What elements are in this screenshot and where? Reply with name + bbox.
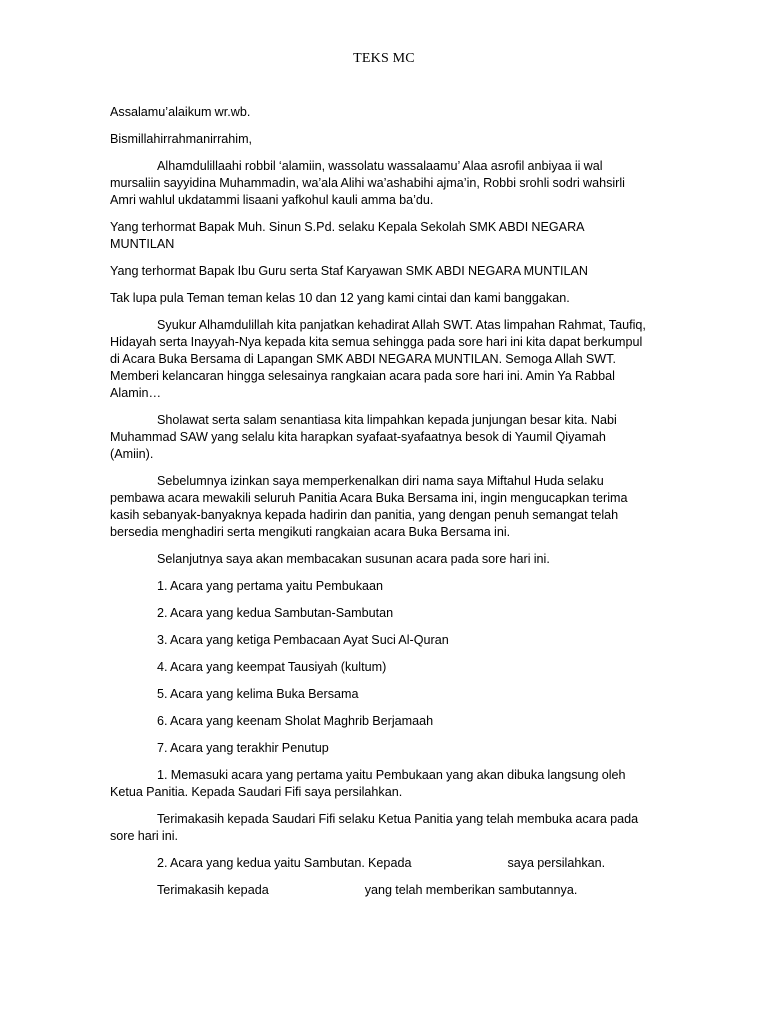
intro-paragraph: Sebelumnya izinkan saya memperkenalkan diri nama saya Miftahul Huda selaku pembawa acara mewakili seluruh Panitia Acara Buka Bersama ini, ingin mengucapkan terima kasih sebanyak-banyaknya kepada hadirin dan panitia, yang dengan penuh semangat telah bersedia menghadiri serta mengikuti rangkaian acara Buka Bersama ini.	[110, 474, 628, 539]
thanks-opening-paragraph: Terimakasih kepada Saudari Fifi selaku Ketua Panitia yang telah membuka acara pada sore hari ini.	[110, 812, 639, 843]
greeting: Assalamu’alaikum wr.wb.	[110, 105, 251, 119]
document-title: TEKS MC	[353, 51, 415, 66]
hamdalah-paragraph: Alhamdulillaahi robbil ‘alamiin, wassolatu wassalaamu’ Alaa asrofil anbiyaa ii wal mursaliin sayyidina Muhammadin, wa’ala Alihi wa’ashabihi ajma’in, Robbi srohli sodri wahsirli Amri wahlul ukdatammi lisaani yafkohul kauli amma ba’du.	[110, 159, 625, 207]
respect-teachers: Yang terhormat Bapak Ibu Guru serta Staf Karyawan SMK ABDI NEGARA MUNTILAN	[110, 264, 589, 278]
document-body	[110, 104, 650, 909]
agenda-item: 2. Acara yang kedua Sambutan-Sambutan	[157, 606, 394, 620]
agenda-intro: Selanjutnya saya akan membacakan susunan acara pada sore hari ini.	[157, 552, 550, 566]
speech-paragraph	[110, 855, 650, 872]
respect-friends: Tak lupa pula Teman teman kelas 10 dan 12 yang kami cintai dan kami banggakan.	[110, 291, 570, 305]
speech-text-start: 2. Acara yang kedua yaitu Sambutan. Kepada	[157, 856, 412, 870]
basmalah: Bismillahirrahmanirrahim,	[110, 132, 253, 146]
thanks-speech-start: Terimakasih kepada	[157, 883, 269, 897]
gratitude-paragraph: Syukur Alhamdulillah kita panjatkan kehadirat Allah SWT. Atas limpahan Rahmat, Taufiq, Hidayah serta Inayyah-Nya kepada kita semua sehingga pada sore hari ini kita dapat berkumpul di Acara Buka Bersama di Lapangan SMK ABDI NEGARA MUNTILAN. Semoga Allah SWT. Memberi kelancaran hingga selesainya rangkaian acara pada sore hari ini. Amin Ya Rabbal Alamin…	[110, 318, 646, 400]
agenda-item: 4. Acara yang keempat Tausiyah (kultum)	[157, 660, 387, 674]
agenda-item: 5. Acara yang kelima Buka Bersama	[157, 687, 359, 701]
opening-paragraph: 1. Memasuki acara yang pertama yaitu Pembukaan yang akan dibuka langsung oleh Ketua Panitia. Kepada Saudari Fifi saya persilahkan.	[110, 768, 626, 799]
respect-principal: Yang terhormat Bapak Muh. Sinun S.Pd. selaku Kepala Sekolah SMK ABDI NEGARA MUNTILAN	[110, 220, 584, 251]
thanks-speech-paragraph	[110, 882, 650, 899]
speech-text-end: saya persilahkan.	[507, 856, 606, 870]
thanks-speech-end: yang telah memberikan sambutannya.	[364, 883, 578, 897]
agenda-item: 1. Acara yang pertama yaitu Pembukaan	[157, 579, 384, 593]
agenda-item: 3. Acara yang ketiga Pembacaan Ayat Suci Al-Quran	[157, 633, 449, 647]
sholawat-paragraph: Sholawat serta salam senantiasa kita limpahkan kepada junjungan besar kita. Nabi Muhammad SAW yang selalu kita harapkan syafaat-syafaatnya besok di Yaumil Qiyamah (Amiin).	[110, 413, 617, 461]
agenda-item: 7. Acara yang terakhir Penutup	[157, 741, 329, 755]
agenda-item: 6. Acara yang keenam Sholat Maghrib Berjamaah	[157, 714, 434, 728]
